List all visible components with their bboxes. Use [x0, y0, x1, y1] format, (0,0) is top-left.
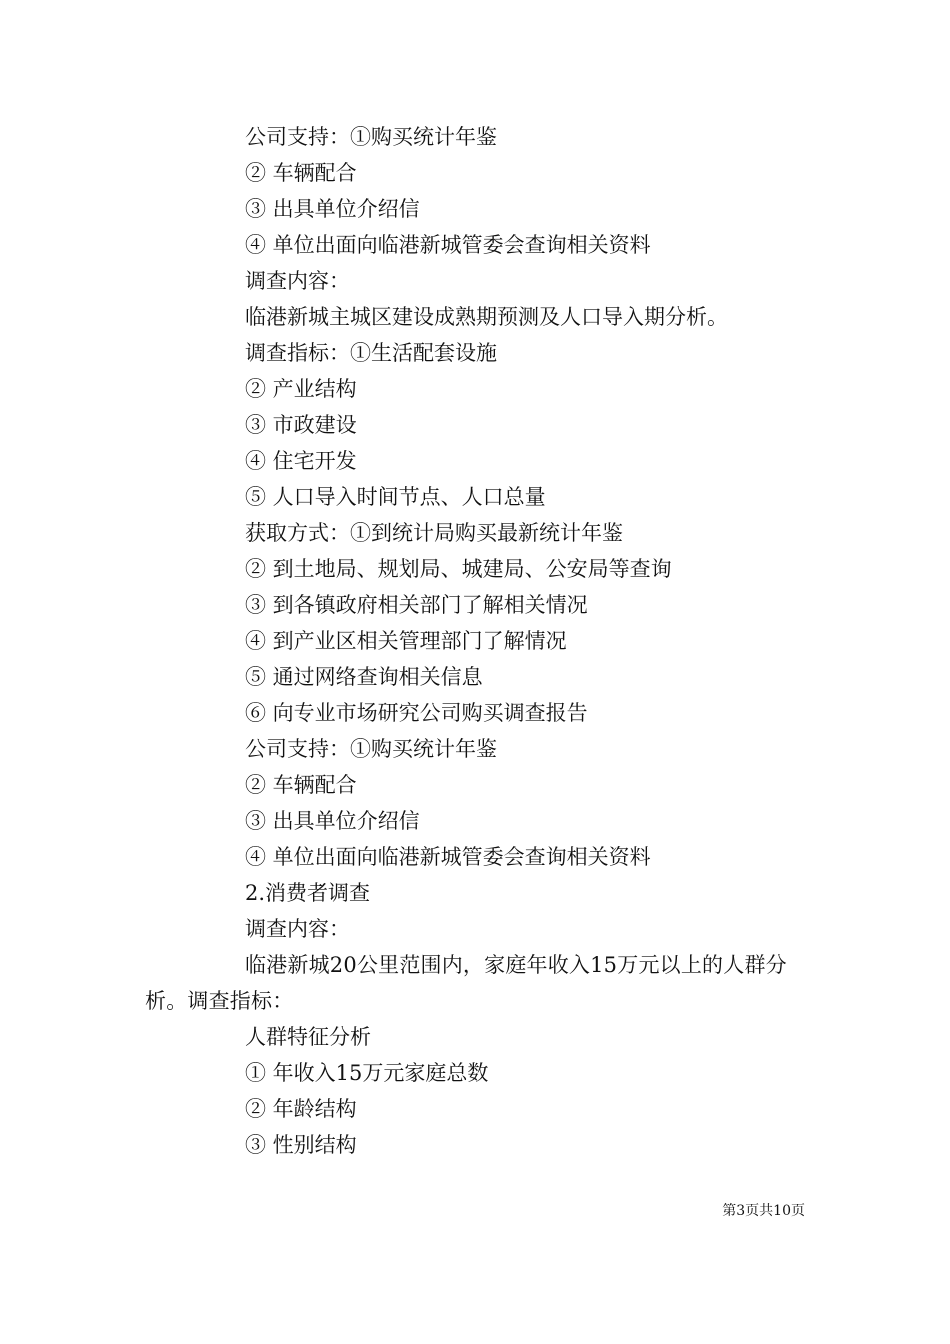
text-line: ② 车辆配合: [245, 773, 357, 797]
text-line: 人群特征分析: [245, 1025, 371, 1049]
text-line: 调查指标：①生活配套设施: [245, 341, 497, 365]
text-line: 临港新城主城区建设成熟期预测及人口导入期分析。: [245, 305, 728, 329]
text-line: ② 到土地局、规划局、城建局、公安局等查询: [245, 557, 672, 581]
text-line: ③ 出具单位介绍信: [245, 809, 420, 833]
body-paragraph: 临港新城20公里范围内，家庭年收入15万元以上的人群分析。调查指标：: [145, 953, 787, 1013]
text-line: ④ 单位出面向临港新城管委会查询相关资料: [245, 233, 651, 257]
text-line: ② 年龄结构: [245, 1097, 357, 1121]
text-line: ⑥ 向专业市场研究公司购买调查报告: [245, 701, 588, 725]
text-line: ⑤ 通过网络查询相关信息: [245, 665, 483, 689]
text-line: ③ 性别结构: [245, 1133, 357, 1157]
text-line: 公司支持：①购买统计年鉴: [245, 125, 497, 149]
text-line: ② 车辆配合: [245, 161, 357, 185]
text-line: ④ 单位出面向临港新城管委会查询相关资料: [245, 845, 651, 869]
page-number: 第3页共10页: [722, 1203, 805, 1219]
text-line: ③ 到各镇政府相关部门了解相关情况: [245, 593, 588, 617]
text-line: ③ 出具单位介绍信: [245, 197, 420, 221]
text-line: ② 产业结构: [245, 377, 357, 401]
text-line: 公司支持：①购买统计年鉴: [245, 737, 497, 761]
text-line: ④ 到产业区相关管理部门了解情况: [245, 629, 567, 653]
text-line: ④ 住宅开发: [245, 449, 357, 473]
section-heading: 2.消费者调查: [245, 881, 371, 905]
text-line: ① 年收入15万元家庭总数: [245, 1061, 489, 1085]
text-line: 调查内容：: [245, 269, 350, 293]
page-content: [145, 119, 810, 1163]
text-line: ③ 市政建设: [245, 413, 357, 437]
text-line: ⑤ 人口导入时间节点、人口总量: [245, 485, 546, 509]
text-line: 获取方式：①到统计局购买最新统计年鉴: [245, 521, 623, 545]
text-line: 调查内容：: [245, 917, 350, 941]
